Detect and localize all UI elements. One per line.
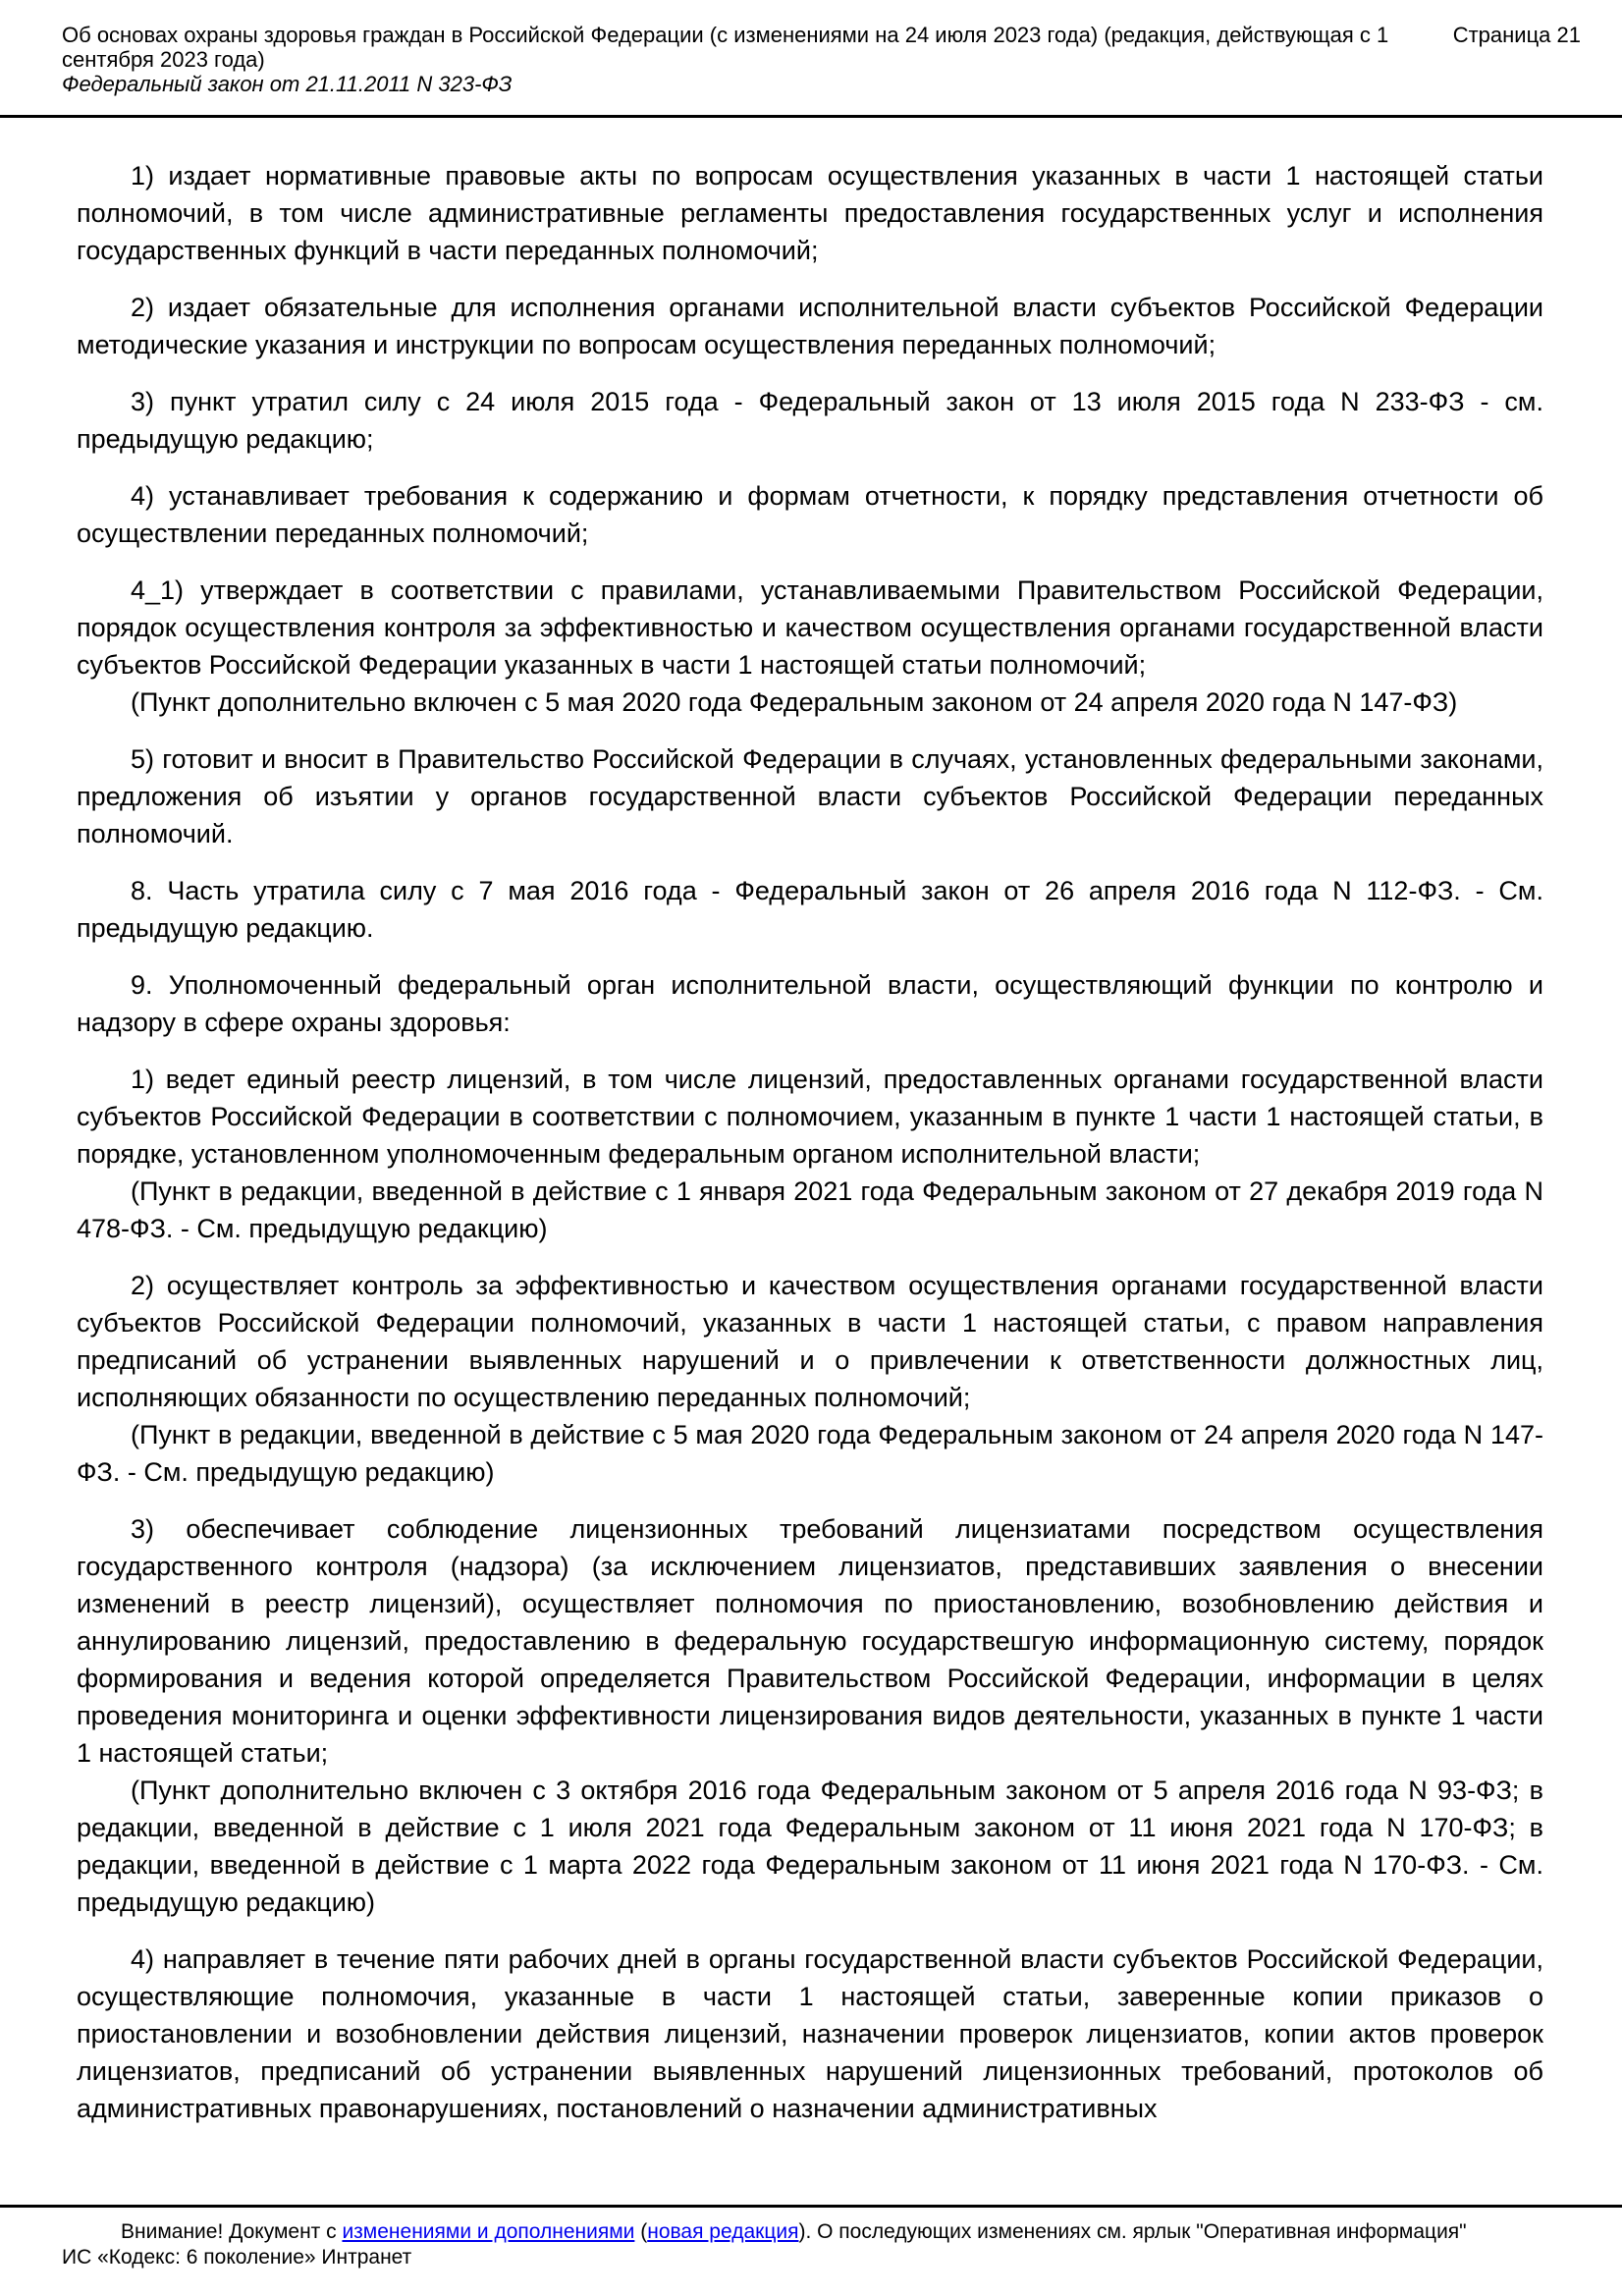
paragraph-block xyxy=(77,1267,1543,1491)
paragraph-note: (Пункт в редакции, введенной в действие с 1 января 2021 года Федеральным законом от 27 декабря 2019 года N 478-ФЗ. - См. предыдущую редакцию) xyxy=(77,1176,1543,1243)
paragraph-block xyxy=(77,477,1543,552)
footer-source: ИС «Кодекс: 6 поколение» Интранет xyxy=(62,2246,412,2269)
paragraph-text: 4) устанавливает требования к содержанию и формам отчетности, к порядку представления отчетности об осуществлении переданных полномочий; xyxy=(77,481,1543,548)
paragraph-block xyxy=(77,1510,1543,1921)
document-subtitle: Федеральный закон от 21.11.2011 N 323-ФЗ xyxy=(62,72,513,96)
paragraph-block xyxy=(77,572,1543,721)
paragraph-note: (Пункт дополнительно включен с 3 октября 2016 года Федеральным законом от 5 апреля 2016 года N 93-ФЗ; в редакции, введенной в действие с 1 июля 2021 года Федеральным законом от 11 июня 2021 года N 170-ФЗ; в редакции, введенной в действие с 1 марта 2022 года Федеральным законом от 11 июня 2021 года N 170-ФЗ. - См. предыдущую редакцию) xyxy=(77,1776,1543,1917)
document-title-block xyxy=(62,23,1427,96)
document-title: Об основах охраны здоровья граждан в Российской Федерации (с изменениями на 24 июля 2023 года) (редакция, действующая с 1 сентября 2023 года) xyxy=(62,23,1389,72)
document-body xyxy=(77,118,1543,2205)
paragraph-block xyxy=(77,157,1543,269)
paragraph-text: 2) осуществляет контроль за эффективностью и качеством осуществления органами государственной власти субъектов Российской Федерации полномочий, указанных в части 1 настоящей статьи, с правом направления предписаний об устранении выявленных нарушений и о привлечении к ответственности должностных лиц, исполняющих обязанности по осуществлению переданных полномочий; xyxy=(77,1271,1543,1412)
footer-notice-suffix: ). О последующих изменениях см. ярлык "Оперативная информация" xyxy=(798,2220,1467,2243)
paragraph-text: 1) ведет единый реестр лицензий, в том числе лицензий, предоставленных органами государственной власти субъектов Российской Федерации в соответствии с полномочием, указанным в пункте 1 части 1 настоящей статьи, в порядке, установленном уполномоченным федеральным органом исполнительной власти; xyxy=(77,1065,1543,1169)
paragraph-block xyxy=(77,1941,1543,2127)
paragraph-text: 3) пункт утратил силу с 24 июля 2015 года - Федеральный закон от 13 июля 2015 года N 233-ФЗ - см. предыдущую редакцию; xyxy=(77,387,1543,454)
paragraph-text: 3) обеспечивает соблюдение лицензионных требований лицензиатами посредством осуществления государственного контроля (надзора) (за исключением лицензиатов, представивших заявления о внесении изменений в реестр лицензий), осуществляет полномочия по приостановлению, возобновлению действия и аннулированию лицензий, предоставлению в федеральную государствешгую информационную систему, порядок формирования и ведения которой определяется Правительством Российской Федерации, информации в целях проведения мониторинга и оценки эффективности лицензирования видов деятельности, указанных в пункте 1 части 1 настоящей статьи; xyxy=(77,1514,1543,1768)
paragraph-block xyxy=(77,966,1543,1041)
paragraph-text: 1) издает нормативные правовые акты по вопросам осуществления указанных в части 1 настоящей статьи полномочий, в том числе административные регламенты предоставления государственных услуг и исполнения государственных функций в части переданных полномочий; xyxy=(77,161,1543,265)
page-number-label: Страница 21 xyxy=(1452,23,1581,47)
paragraph-note: (Пункт в редакции, введенной в действие с 5 мая 2020 года Федеральным законом от 24 апреля 2020 года N 147-ФЗ. - См. предыдущую редакцию) xyxy=(77,1420,1543,1487)
new-edition-link[interactable]: новая редакция xyxy=(647,2220,799,2243)
paragraph-text: 9. Уполномоченный федеральный орган исполнительной власти, осуществляющий функции по контролю и надзору в сфере охраны здоровья: xyxy=(77,970,1543,1037)
paragraph-block xyxy=(77,1061,1543,1247)
footer-notice-middle: ( xyxy=(634,2220,648,2243)
paragraph-block xyxy=(77,740,1543,852)
paragraph-block xyxy=(77,872,1543,947)
paragraph-text: 5) готовит и вносит в Правительство Российской Федерации в случаях, установленных федеральными законами, предложения об изъятии у органов государственной власти субъектов Российской Федерации переданных полномочий. xyxy=(77,744,1543,848)
paragraph-block xyxy=(77,289,1543,363)
page-header xyxy=(0,0,1622,96)
paragraph-text: 2) издает обязательные для исполнения органами исполнительной власти субъектов Российской Федерации методические указания и инструкции по вопросам осуществления переданных полномочий; xyxy=(77,293,1543,359)
changes-link[interactable]: изменениями и дополнениями xyxy=(342,2220,635,2243)
page-footer xyxy=(0,2208,1622,2270)
footer-notice-prefix: Внимание! Документ с xyxy=(121,2220,343,2243)
paragraph-text: 8. Часть утратила силу с 7 мая 2016 года - Федеральный закон от 26 апреля 2016 года N 112-ФЗ. - См. предыдущую редакцию. xyxy=(77,876,1543,943)
paragraph-text: 4_1) утверждает в соответствии с правилами, устанавливаемыми Правительством Российской Федерации, порядок осуществления контроля за эффективностью и качеством осуществления органами государственной власти субъектов Российской Федерации указанных в части 1 настоящей статьи полномочий; xyxy=(77,575,1543,680)
paragraph-note: (Пункт дополнительно включен с 5 мая 2020 года Федеральным законом от 24 апреля 2020 года N 147-ФЗ) xyxy=(131,687,1458,717)
footer-notice xyxy=(62,2219,1593,2245)
paragraph-text: 4) направляет в течение пяти рабочих дней в органы государственной власти субъектов Российской Федерации, осуществляющие полномочия, указанные в части 1 настоящей статьи, заверенные копии приказов о приостановлении и возобновлении действия лицензий, назначении проверок лицензиатов, копии актов проверок лицензиатов, предписаний об устранении выявленных нарушений лицензионных требований, протоколов об административных правонарушениях, постановлений о назначении административных xyxy=(77,1944,1543,2123)
paragraph-block xyxy=(77,383,1543,458)
